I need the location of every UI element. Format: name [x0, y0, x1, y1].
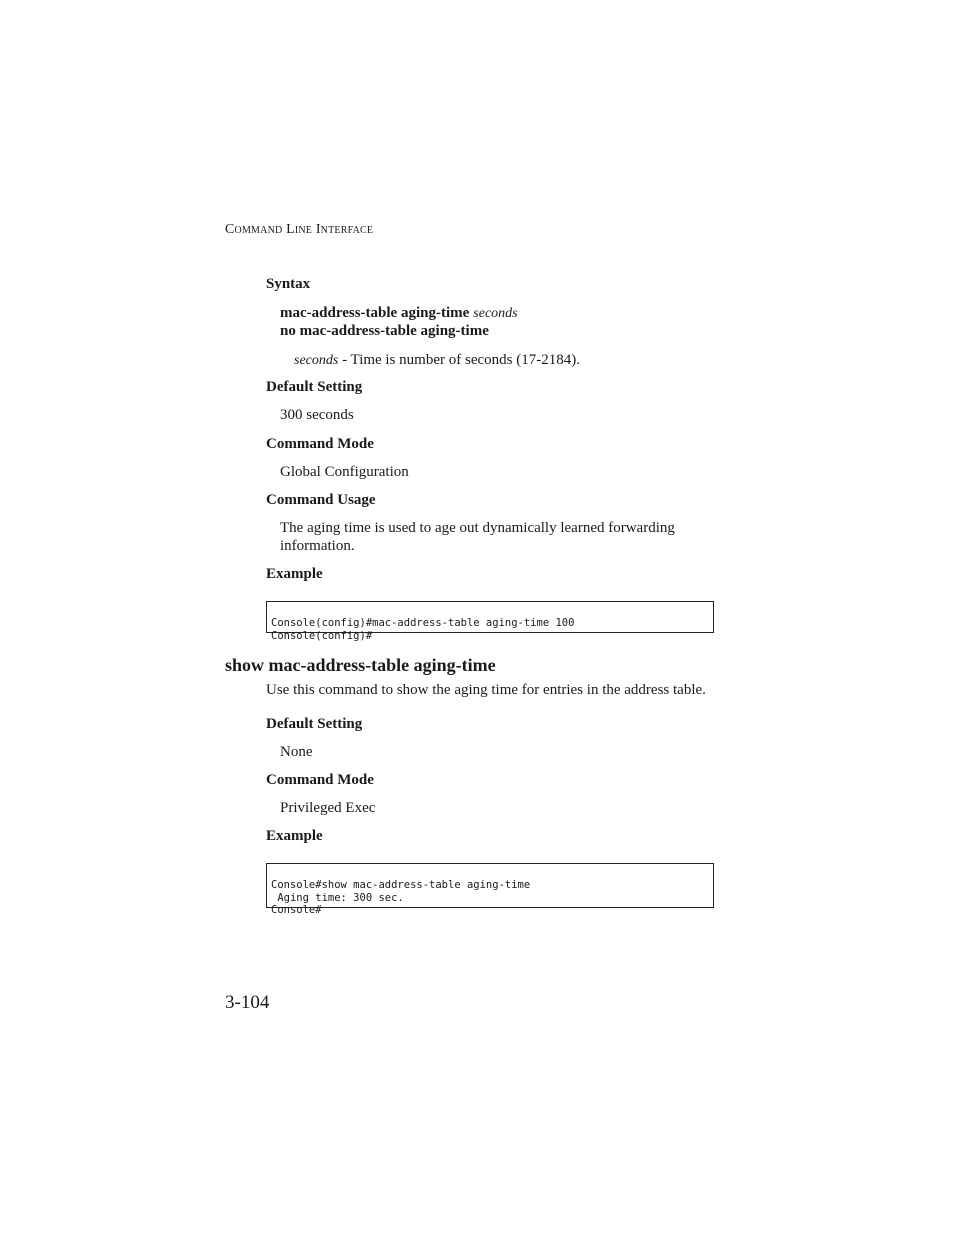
example-heading-2: Example — [266, 828, 323, 844]
running-head: Command Line Interface — [225, 222, 374, 237]
example-code-block-2 — [266, 863, 714, 917]
code-line: Console(config)# — [271, 629, 373, 642]
command-mode-value: Global Configuration — [280, 464, 409, 480]
command-usage-line-1: The aging time is used to age out dynamically learned forwarding — [280, 520, 675, 536]
command-usage-line-2: information. — [280, 538, 355, 554]
syntax-parameter — [294, 351, 580, 369]
syntax-command-2: no mac-address-table aging-time — [280, 323, 489, 339]
section-title: show mac-address-table aging-time — [225, 655, 496, 675]
code-line: Console#show mac-address-table aging-time — [271, 878, 531, 891]
syntax-parameter-name: seconds — [294, 353, 339, 368]
default-setting-value: 300 seconds — [280, 407, 354, 423]
command-mode-heading: Command Mode — [266, 436, 374, 452]
default-setting-heading-2: Default Setting — [266, 716, 363, 732]
code-line: Console# — [271, 904, 322, 917]
command-usage-heading: Command Usage — [266, 492, 376, 508]
default-setting-heading: Default Setting — [266, 379, 363, 395]
syntax-command-1 — [280, 304, 518, 322]
default-setting-value-2: None — [280, 744, 313, 760]
command-mode-value-2: Privileged Exec — [280, 800, 376, 816]
syntax-command-1-param: seconds — [473, 306, 518, 321]
example-code-block — [266, 601, 714, 642]
section-description: Use this command to show the aging time for entries in the address table. — [266, 682, 706, 698]
code-line: Console(config)#mac-address-table aging-time 100 — [271, 616, 575, 629]
page-number: 3-104 — [225, 992, 270, 1013]
syntax-parameter-description: - Time is number of seconds (17-2184). — [338, 352, 580, 368]
example-heading: Example — [266, 566, 323, 582]
syntax-command-1-main: mac-address-table aging-time — [280, 305, 470, 321]
syntax-heading: Syntax — [266, 276, 311, 292]
code-line: Aging time: 300 sec. — [271, 891, 404, 904]
command-mode-heading-2: Command Mode — [266, 772, 374, 788]
